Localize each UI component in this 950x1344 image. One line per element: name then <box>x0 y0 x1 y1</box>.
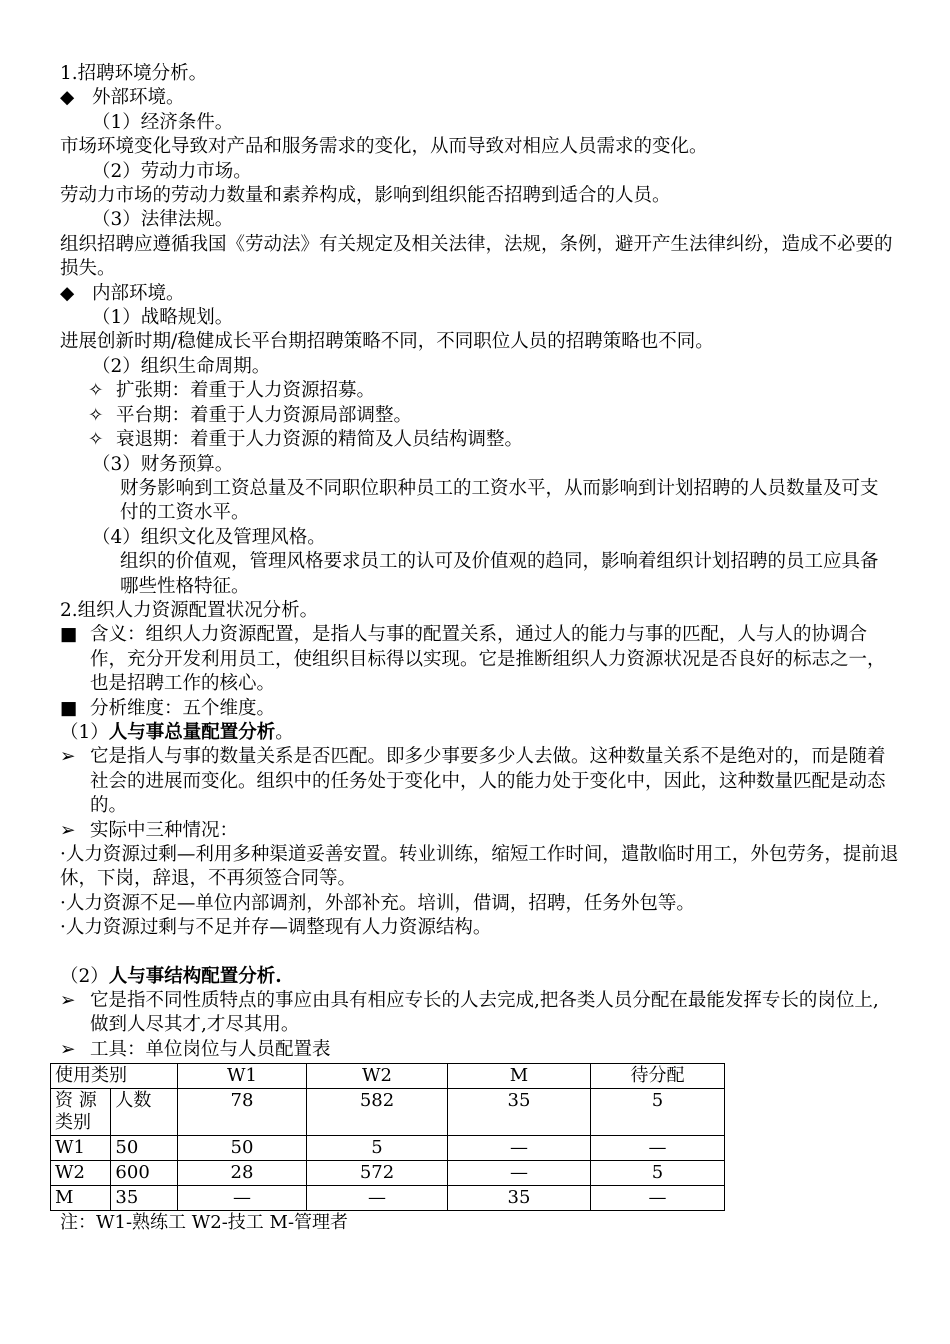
table-cell: — <box>448 1136 591 1161</box>
section-2-title: 2.组织人力资源配置状况分析。 <box>60 599 319 621</box>
table-header-cell: M <box>448 1064 591 1089</box>
table-cell: M <box>51 1186 111 1211</box>
internal-env-label: 内部环境。 <box>92 282 185 304</box>
meaning-text: 含义：组织人力资源配置，是指人与事的配置关系，通过人的能力与事的匹配，人与人的协调合作，充分开发利用员工，使组织目标得以实现。它是推断组织人力资源状况是否良好的标志之一，也是招聘工作的核心。 <box>90 624 886 695</box>
table-cell: 50 <box>178 1136 307 1161</box>
diamond-bullet-icon: ◆ <box>60 282 75 304</box>
table-cell: 5 <box>591 1161 725 1186</box>
case-shortage: ·人力资源不足—单位内部调剂，外部补充。培训，借调，招聘，任务外包等。 <box>60 892 695 914</box>
part-1-number: （1） <box>60 721 109 743</box>
part-2-point <box>60 1038 900 1062</box>
document-page <box>55 62 900 1235</box>
case-surplus: ·人力资源过剩—利用多种渠道妥善安置。转业训练，缩短工作时间，遣散临时用工，外包劳务，提前退休，下岗，辞退，不再须签合同等。 <box>60 844 899 890</box>
part-1-point-text: 实际中三种情况： <box>90 819 239 841</box>
part-2-point-text: 工具：单位岗位与人员配置表 <box>90 1038 331 1060</box>
meaning-item <box>60 623 900 696</box>
table-header-cell: 待分配 <box>591 1064 725 1089</box>
arrow-bullet-icon: ➢ <box>60 1038 76 1060</box>
table-cell: 572 <box>307 1161 448 1186</box>
table-header-cell: W1 <box>178 1064 307 1089</box>
part-1-title: 人与事总量配置分析 <box>108 721 276 743</box>
table-header-row <box>51 1064 725 1089</box>
table-cell: W2 <box>51 1161 111 1186</box>
table-cell: 35 <box>448 1186 591 1211</box>
blank-line <box>60 941 900 965</box>
labor-heading: （2）劳动力市场。 <box>92 160 252 182</box>
table-cell: 28 <box>178 1161 307 1186</box>
dimensions-text: 分析维度：五个维度。 <box>90 697 276 719</box>
culture-text: 组织的价值观，管理风格要求员工的认可及价值观的趋同，影响着组织计划招聘的员工应具备哪些性格特征。 <box>120 551 879 597</box>
part-2-point <box>60 989 900 1038</box>
table-cell: 50 <box>111 1136 178 1161</box>
lifecycle-item <box>60 428 900 452</box>
star-bullet-icon: ✧ <box>88 404 104 426</box>
table-cell: 资 源 类别 <box>51 1089 111 1136</box>
arrow-bullet-icon: ➢ <box>60 819 76 841</box>
table-row <box>51 1136 725 1161</box>
law-text: 组织招聘应遵循我国《劳动法》有关规定及相关法律，法规，条例，避开产生法律纠纷，造成不必要的损失。 <box>60 233 893 280</box>
table-cell: 人数 <box>111 1089 178 1136</box>
square-bullet-icon: ■ <box>60 697 78 719</box>
part-1-point <box>60 745 900 818</box>
table-cell: 35 <box>448 1089 591 1136</box>
part-1-point-text: 它是指人与事的数量关系是否匹配。即多少事要多少人去做。这种数量关系不是绝对的，而是随着社会的进展而变化。组织中的任务处于变化中，人的能力处于变化中，因此，这种数量匹配是动态的。 <box>90 746 886 817</box>
table-header-cell: 使用类别 <box>51 1064 178 1089</box>
budget-heading: （3）财务预算。 <box>92 453 234 475</box>
section-1-title: 1.招聘环境分析。 <box>60 63 208 84</box>
part-2-heading <box>60 965 900 989</box>
star-bullet-icon: ✧ <box>88 380 104 402</box>
table-row <box>51 1161 725 1186</box>
table-cell: 5 <box>591 1089 725 1136</box>
table-cell: W1 <box>51 1136 111 1161</box>
table-cell: — <box>591 1186 725 1211</box>
table-cell: 35 <box>111 1186 178 1211</box>
lifecycle-text: 平台期：着重于人力资源局部调整。 <box>116 404 413 426</box>
arrow-bullet-icon: ➢ <box>60 990 76 1012</box>
external-env-item <box>60 86 900 110</box>
dimensions-item <box>60 697 900 721</box>
part-1-heading <box>60 721 900 745</box>
table-cell: — <box>307 1186 448 1211</box>
lifecycle-item <box>60 379 900 403</box>
part-2-point-text: 它是指不同性质特点的事应由具有相应专长的人去完成,把各类人员分配在最能发挥专长的岗位上,做到人尽其才,才尽其用。 <box>90 990 879 1036</box>
lifecycle-heading: （2）组织生命周期。 <box>92 355 271 377</box>
arrow-bullet-icon: ➢ <box>60 746 76 768</box>
table-cell: 5 <box>307 1136 448 1161</box>
part-2-number: （2） <box>60 965 109 987</box>
part-1-point <box>60 819 900 843</box>
table-cell: — <box>448 1161 591 1186</box>
external-env-label: 外部环境。 <box>92 87 185 109</box>
lifecycle-text: 扩张期：着重于人力资源招募。 <box>116 380 376 402</box>
square-bullet-icon: ■ <box>60 624 78 646</box>
part-1-suffix: 。 <box>275 721 294 743</box>
table-cell: — <box>591 1136 725 1161</box>
table-cell: 600 <box>111 1161 178 1186</box>
strategy-text: 进展创新时期/稳健成长平台期招聘策略不同，不同职位人员的招聘策略也不同。 <box>60 331 714 353</box>
strategy-heading: （1）战略规划。 <box>92 307 234 329</box>
table-row <box>51 1186 725 1211</box>
case-mixed: ·人力资源过剩与不足并存—调整现有人力资源结构。 <box>60 917 492 939</box>
table-cell: — <box>178 1186 307 1211</box>
law-heading: （3）法律法规。 <box>92 209 234 231</box>
table-row <box>51 1089 725 1136</box>
star-bullet-icon: ✧ <box>88 429 104 451</box>
part-2-title: 人与事结构配置分析. <box>108 965 282 987</box>
economy-heading: （1）经济条件。 <box>92 111 234 133</box>
diamond-bullet-icon: ◆ <box>60 87 75 109</box>
table-cell: 78 <box>178 1089 307 1136</box>
budget-text: 财务影响到工资总量及不同职位职种员工的工资水平，从而影响到计划招聘的人员数量及可支付的工资水平。 <box>120 477 879 524</box>
staffing-table <box>50 1063 725 1211</box>
table-cell: 582 <box>307 1089 448 1136</box>
lifecycle-item <box>60 404 900 428</box>
table-header-cell: W2 <box>307 1064 448 1089</box>
lifecycle-text: 衰退期：着重于人力资源的精简及人员结构调整。 <box>116 429 524 451</box>
table-footnote: 注：W1-熟练工 W2-技工 M-管理者 <box>60 1212 349 1234</box>
internal-env-item <box>60 282 900 306</box>
economy-text: 市场环境变化导致对产品和服务需求的变化，从而导致对相应人员需求的变化。 <box>60 136 708 158</box>
culture-heading: （4）组织文化及管理风格。 <box>92 526 326 548</box>
labor-text: 劳动力市场的劳动力数量和素养构成，影响到组织能否招聘到适合的人员。 <box>60 185 671 207</box>
